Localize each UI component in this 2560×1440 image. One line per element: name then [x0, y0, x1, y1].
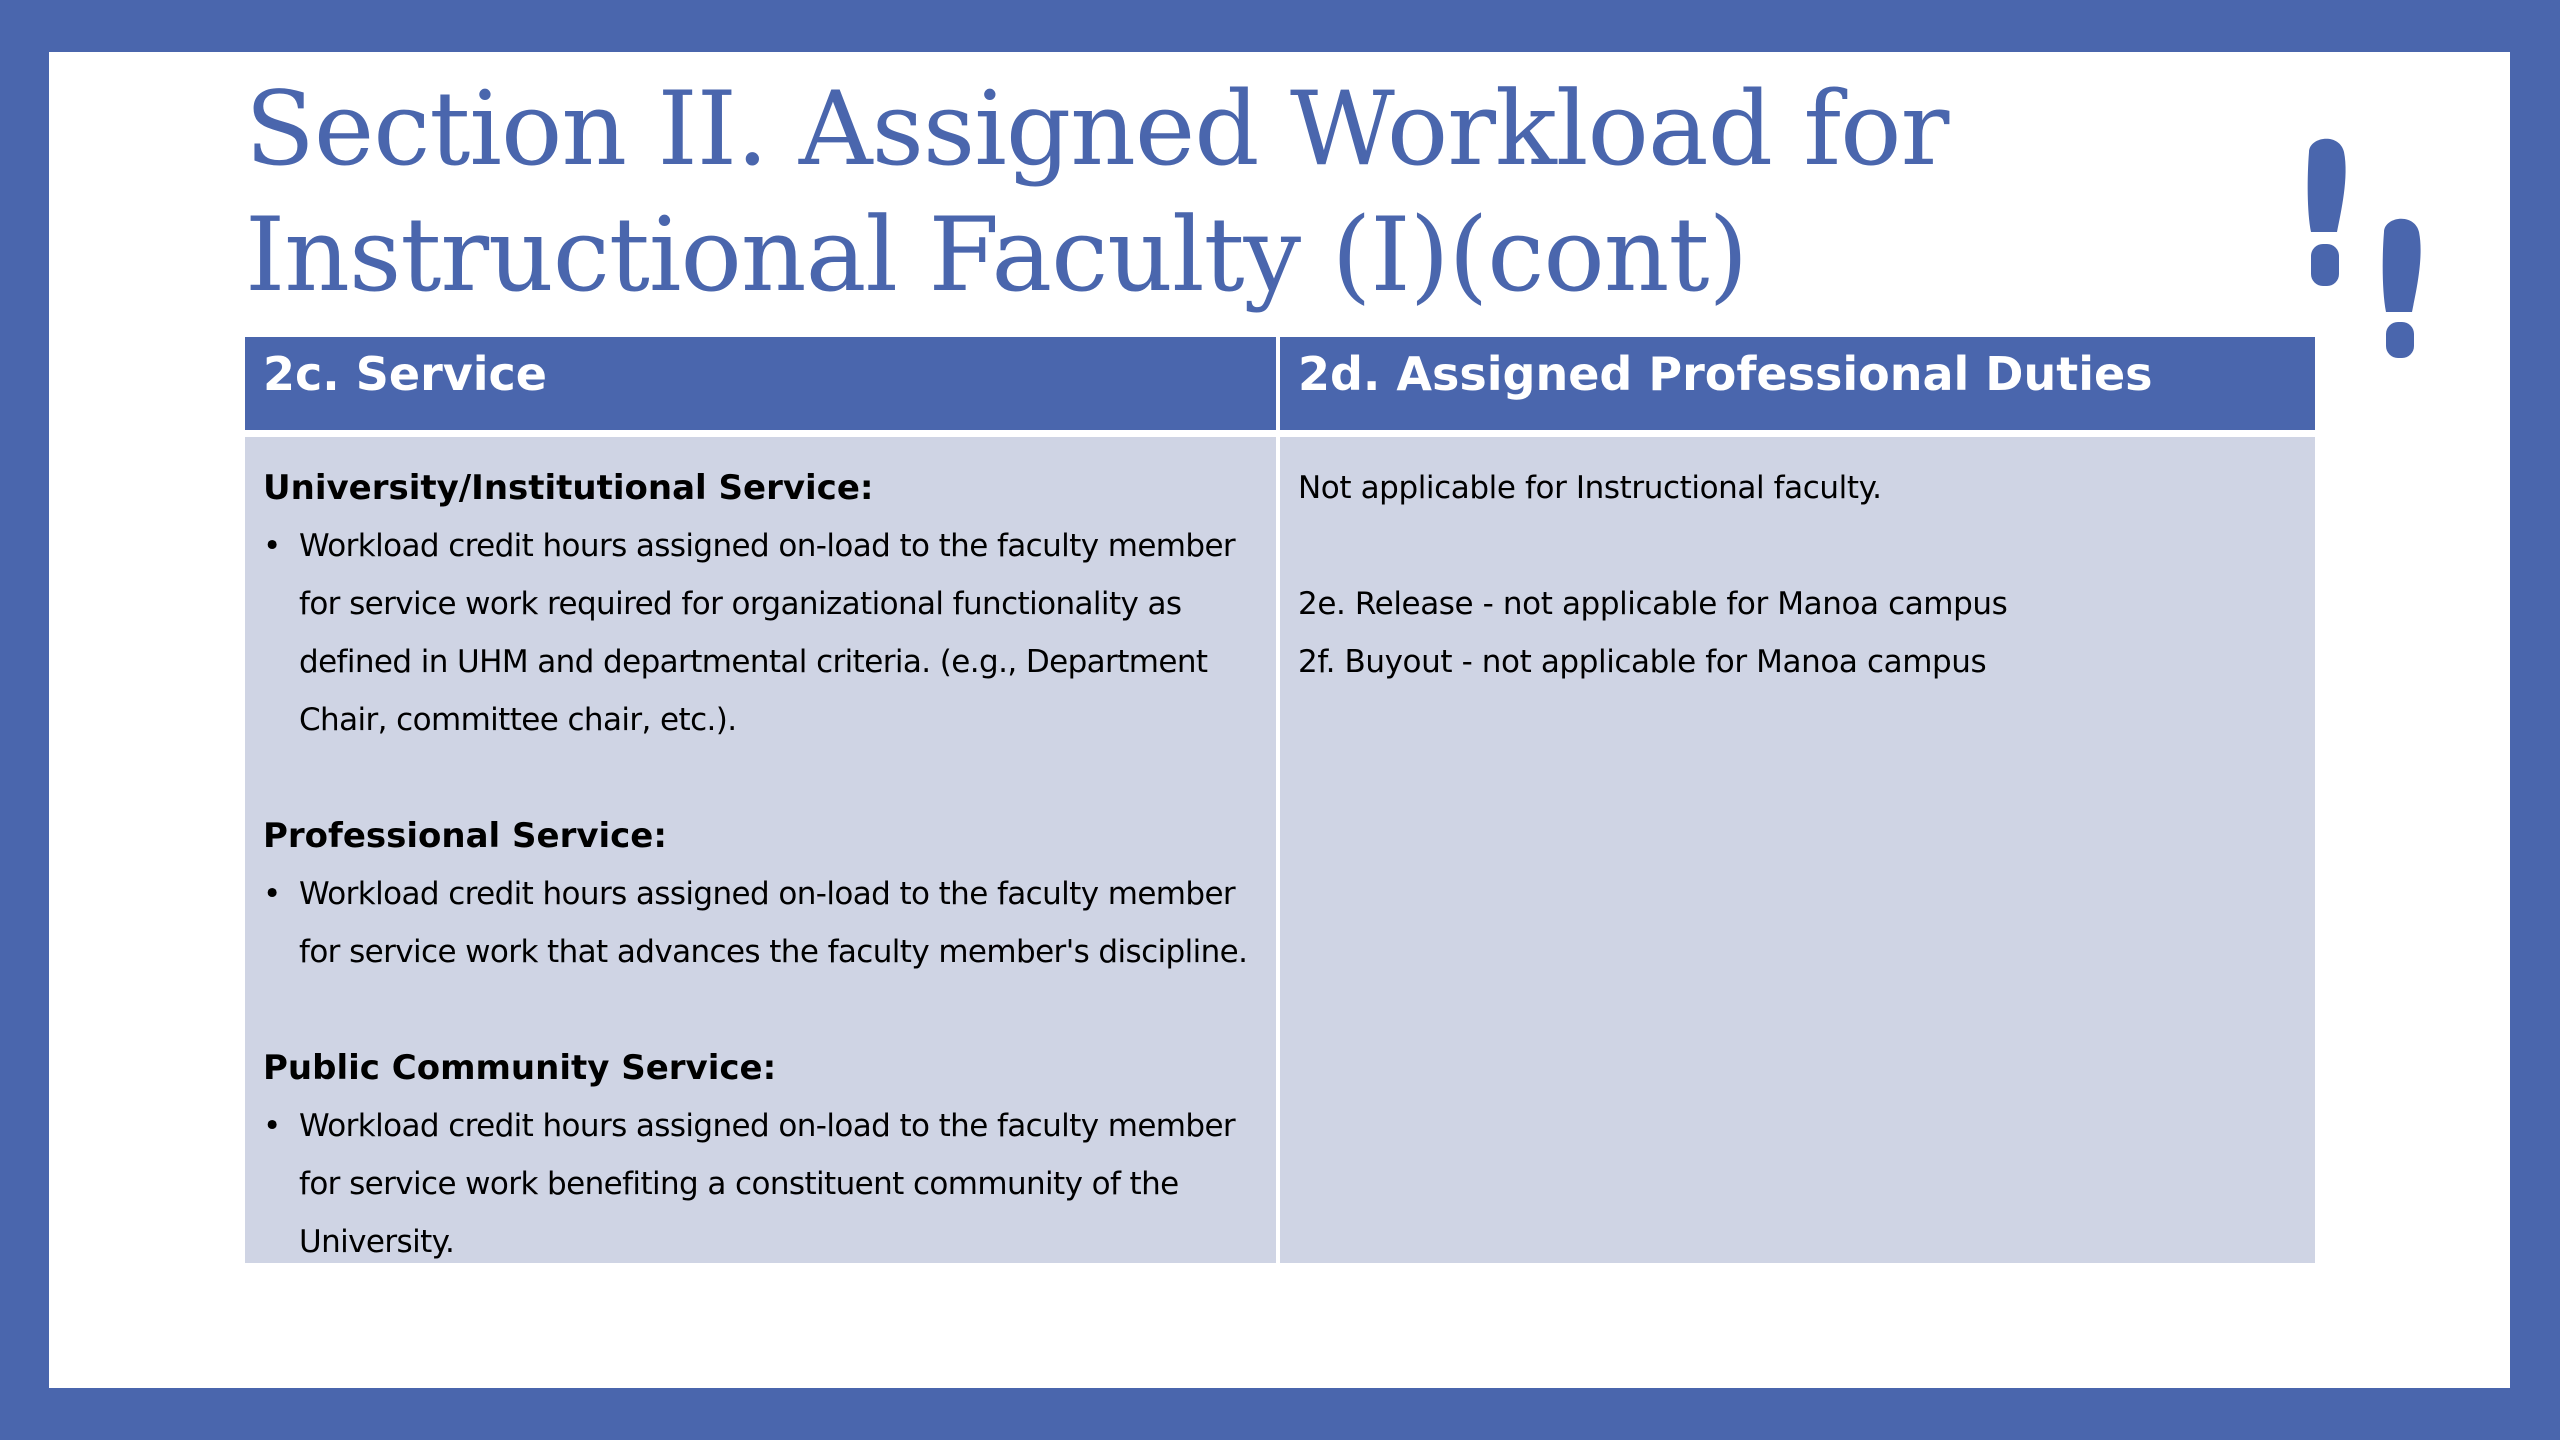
workload-table — [245, 337, 2315, 1318]
service-section-public-community — [263, 1039, 1258, 1271]
list-item — [263, 865, 1258, 981]
spacer — [1298, 517, 2297, 575]
bullet-list — [263, 1097, 1258, 1271]
service-cell — [245, 437, 1276, 1263]
section-heading: Public Community Service: — [263, 1048, 777, 1088]
section-heading: Professional Service: — [263, 816, 667, 856]
title-line-2: Instructional Faculty (I)(cont) — [245, 196, 1748, 315]
service-section-professional — [263, 807, 1258, 981]
bullet-text: Workload credit hours assigned on-load to the faculty member for service work that advances the faculty member's discipline. — [299, 876, 1248, 970]
column-header-professional-duties: 2d. Assigned Professional Duties — [1280, 337, 2315, 430]
service-section-university — [263, 459, 1258, 749]
list-item — [263, 1097, 1258, 1271]
title-line-1: Section II. Assigned Workload for — [245, 70, 1949, 189]
slide-title — [245, 67, 1948, 319]
professional-duties-cell — [1280, 437, 2315, 1263]
section-heading: University/Institutional Service: — [263, 468, 874, 508]
bullet-dot: • — [263, 528, 281, 564]
release-text: 2e. Release - not applicable for Manoa campus — [1298, 586, 2008, 622]
bullet-text: Workload credit hours assigned on-load to the faculty member for service work required for organizational functionality as defined in UHM and departmental criteria. (e.g., Department Chair, committee chair, etc.). — [299, 528, 1236, 738]
bullet-text: Workload credit hours assigned on-load to the faculty member for service work benefiting a constituent community of the University. — [299, 1108, 1236, 1260]
bullet-list — [263, 517, 1258, 749]
buyout-text: 2f. Buyout - not applicable for Manoa campus — [1298, 644, 1987, 680]
slide — [49, 52, 2510, 1388]
bullet-dot: • — [263, 1108, 281, 1144]
list-item — [263, 517, 1258, 749]
not-applicable-text: Not applicable for Instructional faculty. — [1298, 470, 1882, 506]
footprints-icon — [2289, 132, 2439, 362]
column-header-service: 2c. Service — [245, 337, 1276, 430]
bullet-dot: • — [263, 876, 281, 912]
bullet-list — [263, 865, 1258, 981]
